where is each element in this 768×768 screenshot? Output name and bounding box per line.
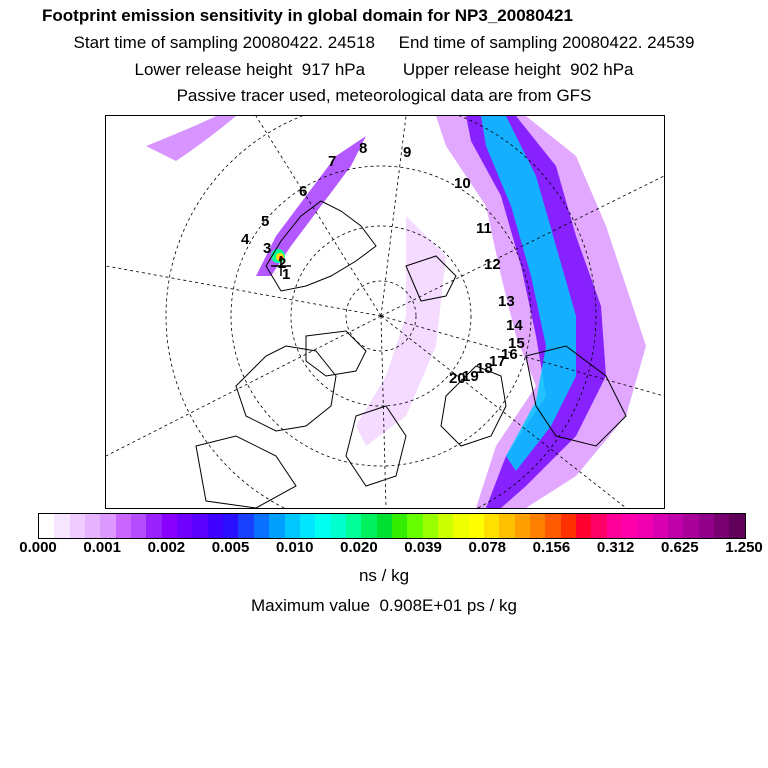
colorbar-cell [131,514,146,538]
colorbar-cell [469,514,484,538]
colorbar-cell [192,514,207,538]
trajectory-point-label: 3 [263,240,272,257]
sensitivity-plume [146,116,646,508]
colorbar-tick-label: 0.005 [211,539,250,556]
tracer-info-line: Passive tracer used, meteorological data are from GFS [176,86,592,105]
trajectory-point-label: 20 [449,370,466,387]
colorbar-cell [622,514,637,538]
trajectory-point-label: 13 [498,293,515,310]
colorbar-cell [499,514,514,538]
trajectory-point-label: 7 [328,153,337,170]
colorbar-cell [361,514,376,538]
trajectory-point-label: 5 [261,213,270,230]
colorbar-cell [423,514,438,538]
colorbar-cell [223,514,238,538]
colorbar-cell [377,514,392,538]
plot-title: Footprint emission sensitivity in global domain for NP3_20080421 [42,6,573,25]
colorbar-cell [162,514,177,538]
colorbar-cell [85,514,100,538]
colorbar-cell [146,514,161,538]
colorbar-tick-label: 0.001 [83,539,121,556]
trajectory-point-label: 19 [462,368,479,385]
colorbar-cell [653,514,668,538]
release-height-line: Lower release height 917 hPa Upper release height 902 hPa [134,60,634,79]
colorbar-tick-label: 0.078 [468,539,507,556]
colorbar-units: ns / kg [358,566,410,585]
colorbar-cell [269,514,284,538]
colorbar-cell [116,514,131,538]
colorbar-cell [699,514,714,538]
colorbar-cell [300,514,315,538]
colorbar-cell [591,514,606,538]
colorbar-cell [392,514,407,538]
colorbar-cell [39,514,54,538]
map-canvas [106,116,664,508]
trajectory-point-label: 8 [359,140,368,157]
colorbar-tick-label: 0.000 [19,539,57,556]
colorbar-cell [714,514,729,538]
colorbar-tick-label: 0.625 [661,539,699,556]
colorbar-tick-label: 1.250 [725,539,763,556]
trajectory-point-label: 10 [454,175,471,192]
trajectory-point-label: 4 [241,231,250,248]
colorbar-cell [346,514,361,538]
colorbar-cell [484,514,499,538]
colorbar-cell [238,514,253,538]
trajectory-point-label: 18 [476,360,493,377]
colorbar-cell [561,514,576,538]
colorbar-cell [70,514,85,538]
colorbar-cell [438,514,453,538]
trajectory-point-label: 16 [501,346,518,363]
colorbar-cell [683,514,698,538]
maximum-value-label: Maximum value 0.908E+01 ps / kg [251,596,517,615]
trajectory-point-label: 2 [278,255,287,272]
colorbar-tick-label: 0.010 [275,539,314,556]
colorbar-cell [530,514,545,538]
trajectory-point-label: 9 [403,144,412,161]
colorbar-cell [208,514,223,538]
colorbar-tick-label: 0.002 [147,539,186,556]
trajectory-point-label: 1 [282,266,291,283]
colorbar-cell [331,514,346,538]
colorbar-cell [453,514,468,538]
colorbar-cell [254,514,269,538]
colorbar-tick-label: 0.156 [532,539,571,556]
sampling-time-line: Start time of sampling 20080422. 24518 End time of sampling 20080422. 24539 [73,33,695,52]
colorbar-cell [177,514,192,538]
colorbar-cell [729,514,744,538]
colorbar [38,513,746,539]
colorbar-cell [576,514,591,538]
colorbar-cell [315,514,330,538]
colorbar-cell [668,514,683,538]
colorbar-cell [285,514,300,538]
trajectory-point-label: 17 [489,353,506,370]
colorbar-cell [637,514,652,538]
colorbar-tick-label: 0.312 [596,539,635,556]
colorbar-cell [515,514,530,538]
trajectory-point-label: 12 [484,256,501,273]
colorbar-cell [100,514,115,538]
trajectory-point-label: 14 [506,317,523,334]
trajectory-point-label: 15 [508,335,525,352]
trajectory-point-label: 6 [299,183,308,200]
trajectory-point-label: 11 [476,220,492,237]
colorbar-cell [407,514,422,538]
colorbar-tick-label: 0.039 [404,539,442,556]
colorbar-cell [54,514,69,538]
colorbar-tick-label: 0.020 [340,539,378,556]
colorbar-cell [607,514,622,538]
colorbar-cell [545,514,560,538]
polar-map-panel [105,115,665,509]
